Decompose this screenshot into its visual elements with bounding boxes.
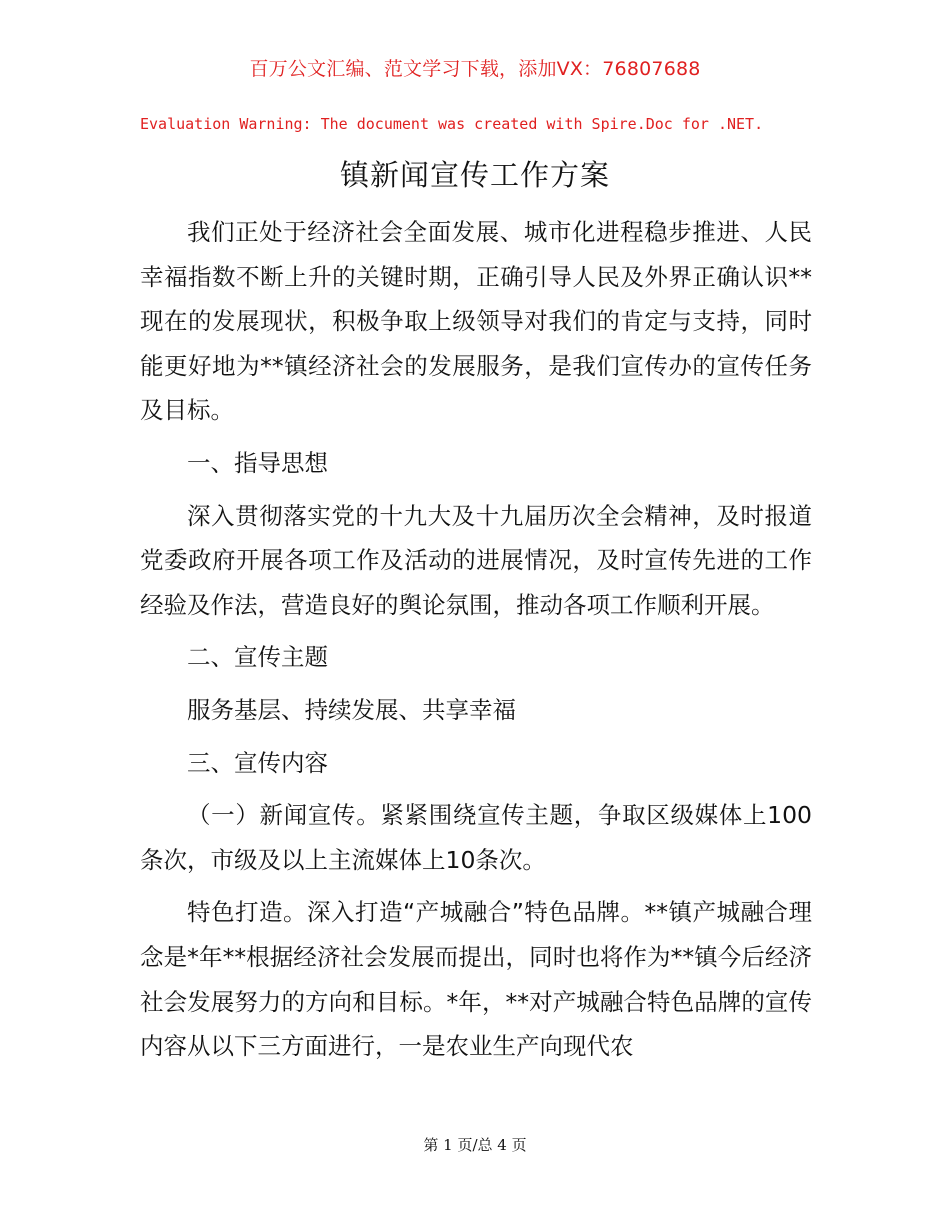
section-heading-content: 三、宣传内容 [187,748,328,777]
section-heading-theme: 二、宣传主题 [187,643,328,672]
paragraph-theme: 服务基层、持续发展、共享幸福 [187,695,516,724]
paragraph-intro: 我们正处于经济社会全面发展、城市化进程稳步推进、人民幸福指数不断上升的关键时期，正确引导人民及外界正确认识**现在的发展现状，积极争取上级领导对我们的肯定与支持，同时能更好地为**镇经济社会的发展服务，是我们宣传办的宣传任务及目标。 [140,218,812,425]
page-footer: 第 1 页/总 4 页 [423,1136,527,1154]
paragraph-guiding-ideology: 深入贯彻落实党的十九大及十九届历次全会精神，及时报道党委政府开展各项工作及活动的进展情况，及时宣传先进的工作经验及作法，营造良好的舆论氛围，推动各项工作顺利开展。 [140,501,812,619]
paragraph-news-publicity: （一）新闻宣传。紧紧围绕宣传主题，争取区级媒体上100条次，市级及以上主流媒体上10条次。 [140,801,812,874]
document-title: 镇新闻宣传工作方案 [339,158,610,192]
evaluation-warning: Evaluation Warning: The document was created with Spire.Doc for .NET. [140,115,764,133]
section-heading-guiding-ideology: 一、指导思想 [187,448,328,477]
promo-header: 百万公文汇编、范文学习下载，添加VX：76807688 [249,58,701,80]
paragraph-feature-building: 特色打造。深入打造“产城融合”特色品牌。**镇产城融合理念是*年**根据经济社会发展而提出，同时也将作为**镇今后经济社会发展努力的方向和目标。*年，**对产城融合特色品牌的宣传内容从以下三方面进行，一是农业生产向现代农 [140,898,812,1061]
document-body [140,210,812,1069]
